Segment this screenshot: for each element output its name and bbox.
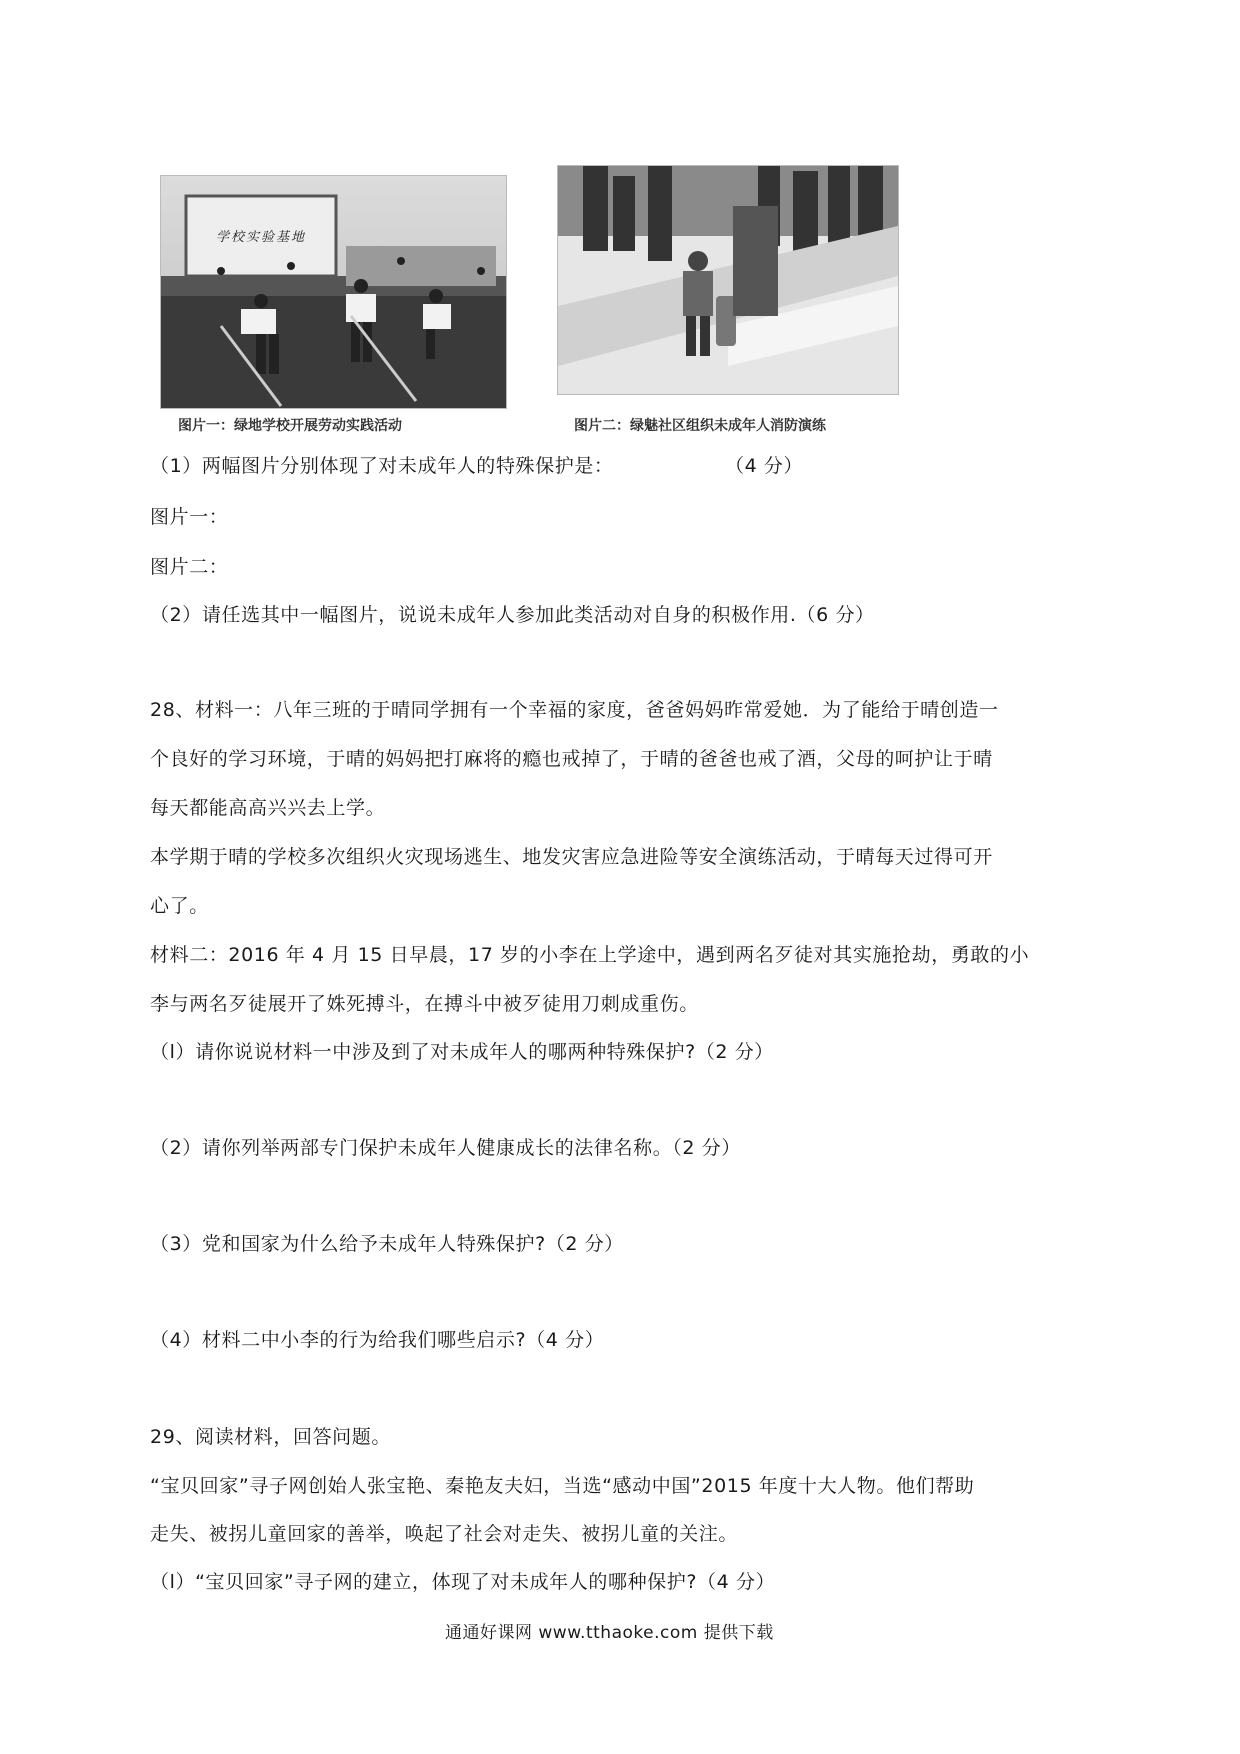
q28-material1-line2: 个良好的学习环境，于晴的妈妈把打麻将的瘾也戒掉了，于晴的爸爸也戒了酒，父母的呵护让于晴 <box>150 748 993 770</box>
q27-pic1-label: 图片一： <box>150 506 229 528</box>
figure-2-caption: 图片二：绿魅社区组织未成年人消防演练 <box>574 418 826 434</box>
photo-labor-practice <box>160 175 507 409</box>
page-footer: 通通好课网 www.tthaoke.com 提供下载 <box>445 1623 774 1643</box>
q28-material1-line4: 本学期于晴的学校多次组织火灾现场逃生、地发灾害应急进险等安全演练活动，于晴每天过得可开 <box>150 846 993 868</box>
experiment-base-sign: 学校实验基地 <box>215 230 306 245</box>
q27-sub1: （1）两幅图片分别体现了对未成年人的特殊保护是： <box>150 455 614 477</box>
q28-material2-line1: 材料二：2016 年 4 月 15 日早晨，17 岁的小李在上学途中，遇到两名歹徒对其实施抢劫，勇敢的小 <box>150 944 1030 966</box>
q27-sub2: （2）请任选其中一幅图片，说说未成年人参加此类活动对自身的积极作用.（6 分） <box>150 604 875 626</box>
q28-material1-line5: 心了。 <box>150 895 209 917</box>
q29-sub1: （l）“宝贝回家”寻子网的建立，体现了对未成年人的哪种保护?（4 分） <box>150 1571 776 1593</box>
q29-line1: “宝贝回家”寻子网创始人张宝艳、秦艳友夫妇，当选“感动中国”2015 年度十大人物。他们帮助 <box>150 1475 975 1497</box>
q29-title: 29、阅读材料，回答问题。 <box>150 1426 391 1448</box>
photo-fire-drill <box>557 165 899 395</box>
fire-drill-image <box>558 166 898 394</box>
q27-sub1-score: （4 分） <box>725 455 804 477</box>
q28-material1-line1: 28、材料一：八年三班的于晴同学拥有一个幸福的家度，爸爸妈妈昨常爱她．为了能给于晴创造一 <box>150 699 999 721</box>
q27-pic2-label: 图片二： <box>150 556 229 578</box>
q28-sub3: （3）党和国家为什么给予未成年人特殊保护?（2 分） <box>150 1233 624 1255</box>
q28-sub1: （l）请你说说材料一中涉及到了对未成年人的哪两种特殊保护?（2 分） <box>150 1041 774 1063</box>
q28-sub2: （2）请你列举两部专门保护未成年人健康成长的法律名称。（2 分） <box>150 1137 741 1159</box>
q28-material2-line2: 李与两名歹徒展开了姝死搏斗，在搏斗中被歹徒用刀刺成重伤。 <box>150 993 699 1015</box>
figure-1-caption: 图片一：绿地学校开展劳动实践活动 <box>178 418 402 434</box>
labor-practice-image <box>161 176 506 408</box>
q28-sub4: （4）材料二中小李的行为给我们哪些启示?（4 分） <box>150 1329 605 1351</box>
q28-material1-line3: 每天都能高高兴兴去上学。 <box>150 797 386 819</box>
q29-line2: 走失、被拐儿童回家的善举，唤起了社会对走失、被拐儿童的关注。 <box>150 1523 739 1545</box>
